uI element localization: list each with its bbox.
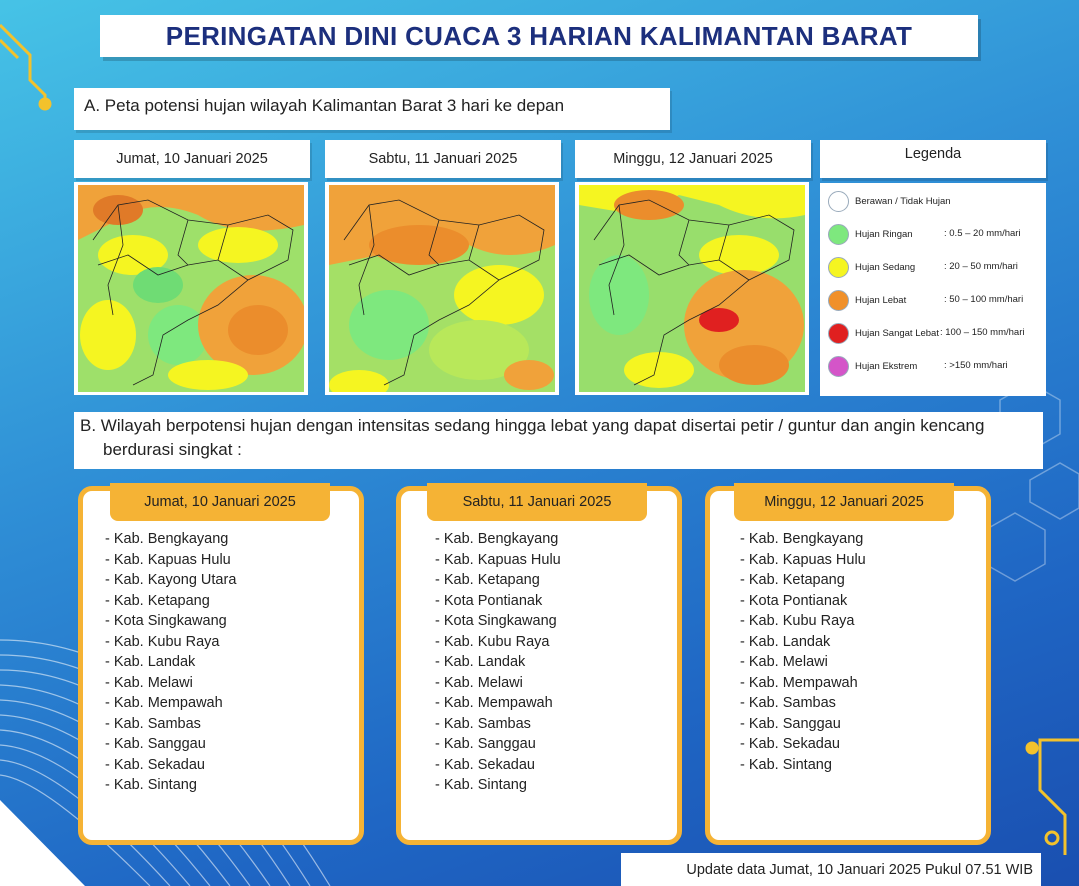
region-card bbox=[78, 486, 364, 845]
legend-item bbox=[828, 355, 1044, 377]
legend-range: : >150 mm/hari bbox=[944, 360, 1008, 371]
section-b-title: B. Wilayah berpotensi hujan dengan intensitas sedang hingga lebat yang dapat disertai petir / guntur dan angin kencang bbox=[80, 416, 985, 435]
legend-label: Hujan Lebat bbox=[855, 294, 907, 306]
list-item: - Kota Singkawang bbox=[105, 613, 227, 629]
region-list bbox=[105, 529, 236, 796]
list-item: - Kab. Bengkayang bbox=[105, 531, 229, 547]
list-item: - Kab. Sintang bbox=[740, 756, 832, 773]
list-item: - Kab. Sintang bbox=[105, 777, 197, 793]
update-timestamp: Update data Jumat, 10 Januari 2025 Pukul 07.51 WIB bbox=[621, 853, 1041, 886]
list-item: - Kab. Sekadau bbox=[435, 756, 535, 773]
legend-item bbox=[828, 190, 951, 212]
card-date: Minggu, 12 Januari 2025 bbox=[734, 483, 954, 521]
region-list bbox=[435, 529, 561, 796]
region-card bbox=[705, 486, 991, 845]
list-item: - Kab. Sambas bbox=[740, 695, 836, 711]
section-b-header bbox=[74, 412, 1043, 469]
page-title: PERINGATAN DINI CUACA 3 HARIAN KALIMANTAN BARAT bbox=[165, 20, 913, 51]
list-item: - Kab. Melawi bbox=[740, 654, 828, 670]
section-a-title: A. Peta potensi hujan wilayah Kalimantan Barat 3 hari ke depan bbox=[84, 96, 565, 115]
region-list bbox=[740, 529, 866, 775]
rain-map bbox=[575, 182, 809, 395]
rain-map-image bbox=[329, 185, 555, 392]
legend-label: Hujan Sedang bbox=[855, 261, 916, 273]
list-item: - Kab. Sintang bbox=[435, 777, 527, 793]
legend-swatch bbox=[828, 257, 849, 278]
list-item: - Kab. Kapuas Hulu bbox=[435, 551, 561, 568]
legend-item bbox=[828, 289, 1044, 311]
list-item: - Kab. Kapuas Hulu bbox=[740, 551, 866, 568]
map-date-header: Jumat, 10 Januari 2025 bbox=[74, 140, 310, 178]
map-date-header: Minggu, 12 Januari 2025 bbox=[575, 140, 811, 178]
legend-panel bbox=[820, 183, 1046, 396]
legend-item bbox=[828, 256, 1044, 278]
legend-label: Hujan Ringan bbox=[855, 228, 913, 240]
list-item: - Kab. Melawi bbox=[435, 674, 523, 691]
list-item: - Kab. Sambas bbox=[435, 715, 531, 732]
legend-range: : 20 – 50 mm/hari bbox=[944, 261, 1018, 272]
region-card bbox=[396, 486, 682, 845]
list-item: - Kab. Bengkayang bbox=[740, 531, 864, 547]
legend-header: Legenda bbox=[820, 140, 1046, 178]
list-item: - Kab. Mempawah bbox=[740, 674, 858, 691]
list-item: - Kab. Kubu Raya bbox=[105, 633, 220, 650]
list-item: - Kab. Landak bbox=[435, 654, 526, 670]
legend-swatch bbox=[828, 224, 849, 245]
list-item: - Kab. Sambas bbox=[105, 715, 201, 732]
rain-map-image bbox=[579, 185, 805, 392]
list-item: - Kab. Sanggau bbox=[105, 736, 206, 752]
title-banner bbox=[100, 15, 978, 57]
legend-range: : 100 – 150 mm/hari bbox=[940, 327, 1025, 338]
list-item: - Kab. Kayong Utara bbox=[105, 572, 237, 588]
list-item: - Kab. Sanggau bbox=[740, 715, 841, 732]
legend-range: : 50 – 100 mm/hari bbox=[944, 294, 1024, 305]
list-item: - Kab. Mempawah bbox=[435, 695, 553, 711]
list-item: - Kab. Landak bbox=[740, 633, 831, 650]
list-item: - Kab. Ketapang bbox=[105, 592, 210, 609]
map-date-header: Sabtu, 11 Januari 2025 bbox=[325, 140, 561, 178]
list-item: - Kota Singkawang bbox=[435, 613, 557, 629]
rain-map bbox=[325, 182, 559, 395]
list-item: - Kab. Sanggau bbox=[435, 736, 536, 752]
legend-label: Hujan Ekstrem bbox=[855, 360, 918, 372]
legend-label: Hujan Sangat Lebat bbox=[855, 327, 939, 339]
list-item: - Kab. Bengkayang bbox=[435, 531, 559, 547]
legend-item bbox=[828, 223, 1044, 245]
list-item: - Kab. Sekadau bbox=[740, 736, 840, 752]
card-date: Jumat, 10 Januari 2025 bbox=[110, 483, 330, 521]
legend-item bbox=[828, 322, 1044, 344]
legend-swatch bbox=[828, 191, 849, 212]
list-item: - Kota Pontianak bbox=[435, 592, 543, 609]
list-item: - Kab. Mempawah bbox=[105, 695, 223, 711]
list-item: - Kab. Melawi bbox=[105, 674, 193, 691]
list-item: - Kab. Ketapang bbox=[740, 572, 845, 588]
rain-map bbox=[74, 182, 308, 395]
rain-map-image bbox=[78, 185, 304, 392]
legend-label: Berawan / Tidak Hujan bbox=[855, 195, 951, 207]
list-item: - Kota Pontianak bbox=[740, 592, 848, 609]
legend-swatch bbox=[828, 323, 849, 344]
section-a-header bbox=[74, 88, 670, 130]
legend-range: : 0.5 – 20 mm/hari bbox=[944, 228, 1021, 239]
list-item: - Kab. Sekadau bbox=[105, 756, 205, 773]
card-date: Sabtu, 11 Januari 2025 bbox=[427, 483, 647, 521]
legend-swatch bbox=[828, 356, 849, 377]
list-item: - Kab. Landak bbox=[105, 654, 196, 670]
list-item: - Kab. Kapuas Hulu bbox=[105, 551, 231, 568]
legend-swatch bbox=[828, 290, 849, 311]
section-b-title-cont: berdurasi singkat : bbox=[103, 440, 242, 459]
list-item: - Kab. Kubu Raya bbox=[435, 633, 550, 650]
list-item: - Kab. Kubu Raya bbox=[740, 613, 855, 629]
list-item: - Kab. Ketapang bbox=[435, 572, 540, 588]
